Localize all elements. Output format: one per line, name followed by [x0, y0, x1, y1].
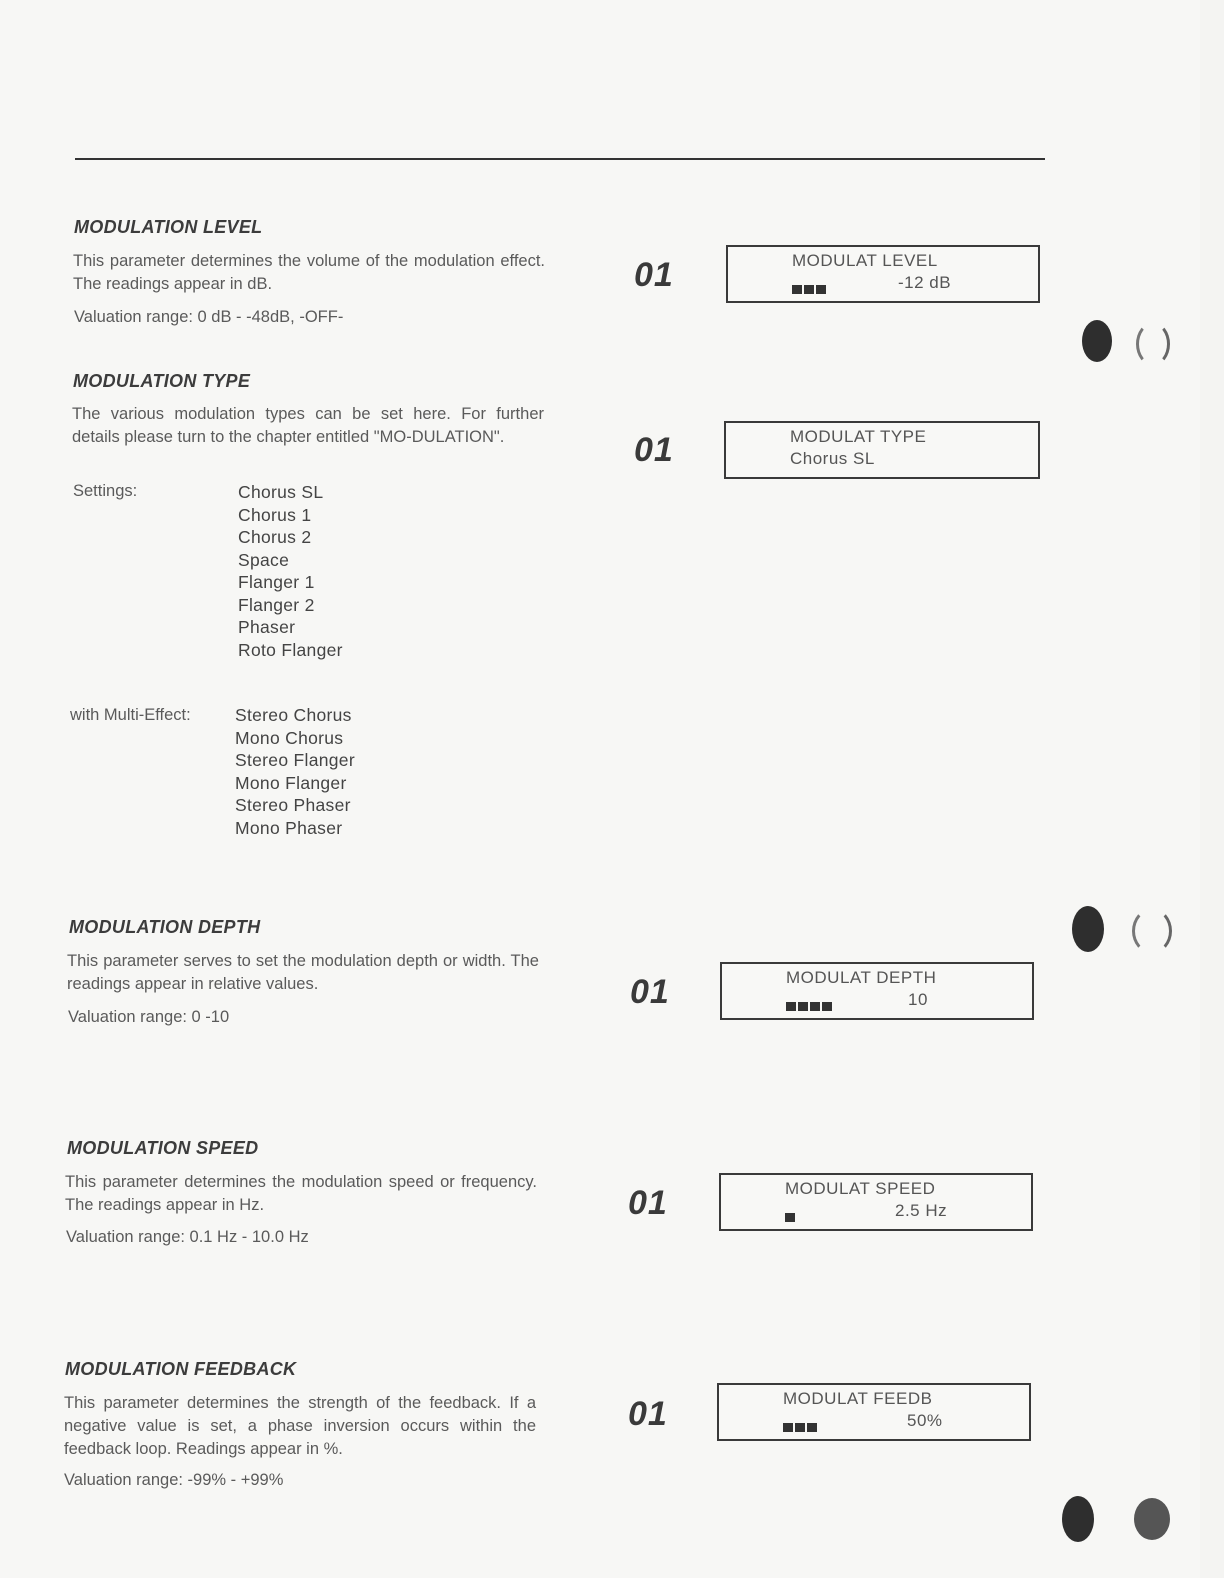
lcd-line1: MODULAT TYPE: [790, 427, 927, 446]
bar-block: [807, 1423, 817, 1432]
lcd-display-feedback: [717, 1383, 1031, 1441]
punch-hole: [1134, 1498, 1170, 1540]
section-description-speed: This parameter determines the modulation speed or frequency. The readings appear in Hz.: [65, 1173, 537, 1214]
lcd-line2: [786, 990, 1026, 1012]
multi-effect-label: with Multi-Effect:: [70, 706, 191, 724]
section-title-speed: MODULATION SPEED: [67, 1138, 259, 1158]
settings-label: Settings:: [73, 482, 138, 500]
lcd-display-level: [726, 245, 1040, 303]
lcd-line2: [792, 273, 1032, 295]
lcd-value: -12 dB: [898, 273, 952, 292]
program-number-feedback: 01: [628, 1395, 668, 1433]
punch-hole: [1082, 320, 1112, 362]
lcd-display-type: [724, 421, 1040, 479]
setting-item: Chorus 1: [238, 504, 312, 525]
lcd-display-speed: [719, 1173, 1033, 1231]
lcd-line2: [783, 1411, 1023, 1433]
speed-bar-meter: [785, 1207, 797, 1216]
lcd-value: 10: [908, 990, 928, 1009]
section-description-depth: This parameter serves to set the modulation depth or width. The readings appear in relative values.: [67, 952, 539, 993]
settings-list: [238, 481, 343, 661]
feedback-bar-meter: [783, 1417, 819, 1426]
section-title-type: MODULATION TYPE: [73, 371, 251, 391]
depth-bar-meter: [786, 996, 834, 1005]
section-title-depth: MODULATION DEPTH: [69, 917, 261, 937]
bar-block: [810, 1002, 820, 1011]
punch-hole-shadow: [1136, 322, 1170, 366]
lcd-value: 50%: [907, 1411, 943, 1430]
setting-item: Phaser: [238, 617, 296, 637]
section-description-type: The various modulation types can be set here. For further details please turn to the chapter entitled "MO-DULATION".: [72, 405, 544, 446]
bar-block: [786, 1002, 796, 1011]
lcd-line1: MODULAT SPEED: [785, 1179, 936, 1198]
multi-effect-settings-list: [235, 704, 355, 839]
setting-item: Stereo Flanger: [235, 750, 355, 770]
lcd-value: Chorus SL: [790, 449, 875, 468]
lcd-line2: [790, 449, 1030, 471]
bar-block: [785, 1213, 795, 1222]
bar-block: [816, 285, 826, 294]
setting-item: Stereo Phaser: [235, 795, 351, 815]
valuation-range-level: Valuation range: 0 dB - -48dB, -OFF-: [74, 308, 344, 326]
bar-block: [804, 285, 814, 294]
lcd-line1: MODULAT DEPTH: [786, 968, 937, 987]
section-description-feedback: This parameter determines the strength of the feedback. If a negative value is set, a phase inversion occurs within the feedback loop. Readings appear in %.: [64, 1394, 536, 1458]
setting-item: Mono Chorus: [235, 727, 344, 748]
program-number-type: 01: [634, 431, 674, 469]
bar-block: [783, 1423, 793, 1432]
punch-hole: [1062, 1496, 1094, 1542]
punch-hole: [1072, 906, 1104, 952]
program-number-speed: 01: [628, 1184, 668, 1222]
lcd-line1: MODULAT FEEDB: [783, 1389, 933, 1408]
lcd-line1: MODULAT LEVEL: [792, 251, 938, 270]
setting-item: Chorus SL: [238, 482, 324, 502]
section-title-level: MODULATION LEVEL: [74, 217, 263, 237]
setting-item: Mono Flanger: [235, 772, 347, 793]
valuation-range-speed: Valuation range: 0.1 Hz - 10.0 Hz: [66, 1228, 309, 1246]
setting-item: Flanger 1: [238, 572, 315, 592]
bar-block: [798, 1002, 808, 1011]
setting-item: Mono Phaser: [235, 817, 343, 838]
setting-item: Space: [238, 549, 290, 570]
punch-hole-shadow: [1132, 908, 1172, 954]
top-rule: [75, 158, 1045, 160]
lcd-display-depth: [720, 962, 1034, 1020]
setting-item: Flanger 2: [238, 594, 315, 615]
program-number-level: 01: [634, 256, 674, 294]
bar-block: [822, 1002, 832, 1011]
valuation-range-depth: Valuation range: 0 -10: [68, 1008, 230, 1026]
lcd-line2: [785, 1201, 1025, 1223]
valuation-range-feedback: Valuation range: -99% - +99%: [64, 1471, 284, 1489]
lcd-value: 2.5 Hz: [895, 1201, 948, 1220]
section-description-level: This parameter determines the volume of the modulation effect. The readings appear in dB.: [73, 252, 545, 293]
level-bar-meter: [792, 279, 828, 288]
setting-item: Stereo Chorus: [235, 705, 352, 725]
setting-item: Roto Flanger: [238, 639, 343, 660]
section-title-feedback: MODULATION FEEDBACK: [65, 1359, 297, 1379]
setting-item: Chorus 2: [238, 527, 312, 547]
bar-block: [792, 285, 802, 294]
program-number-depth: 01: [630, 973, 670, 1011]
bar-block: [795, 1423, 805, 1432]
